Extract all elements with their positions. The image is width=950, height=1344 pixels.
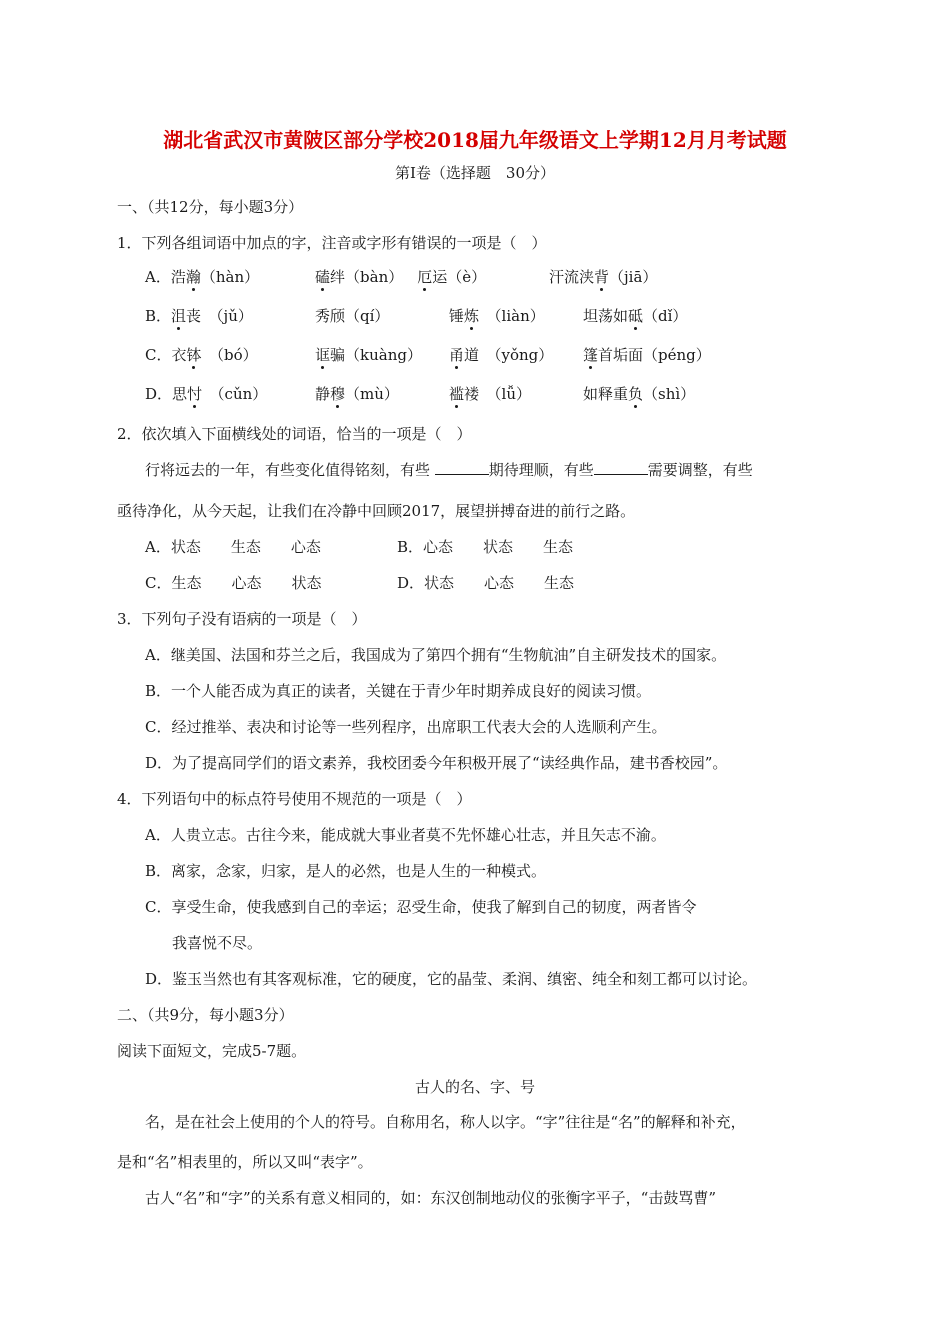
q3-option-d: D．为了提高同学们的语文素养，我校团委今年积极开展了“读经典作品，建书香校园”。 [145, 754, 728, 772]
q2-passage-line-2: 亟待净化，从今天起，让我们在冷静中回顾2017，展望拼搏奋进的前行之路。 [117, 502, 636, 520]
q3-stem: 3．下列句子没有语病的一项是（ ） [117, 610, 367, 628]
blank-1 [435, 460, 489, 475]
q1-option-b: B．沮丧 （jǔ） 秀颀（qí） 锤炼 （liàn） 坦荡如砥（dǐ） [145, 307, 688, 325]
paper-subtitle: 第Ⅰ卷（选择题 30分） [394, 164, 555, 182]
q2-option-b: B．心态 状态 生态 [397, 538, 574, 556]
passage-paragraph-2: 古人“名”和“字”的关系有意义相同的，如：东汉创制地动仪的张衡字平子，“击鼓骂曹” [145, 1189, 717, 1207]
q4-option-a: A．人贵立志。古往今来，能成就大事业者莫不先怀雄心壮志，并且矢志不渝。 [145, 826, 666, 844]
q4-option-c-line-2: 我喜悦不尽。 [172, 934, 263, 952]
section-two-heading: 二、（共9分，每小题3分） [117, 1006, 294, 1024]
q1-option-a: A．浩瀚（hàn） 磕绊（bàn） 厄运（è） 汗流浃背（jiā） [145, 268, 658, 286]
q2-passage-line-1: 行将远去的一年，有些变化值得铭刻，有些 期待理顺，有些 需要调整，有些 [145, 461, 753, 479]
q3-option-b: B．一个人能否成为真正的读者，关键在于青少年时期养成良好的阅读习惯。 [145, 682, 652, 700]
page-title: 湖北省武汉市黄陂区部分学校2018届九年级语文上学期12月月考试题 [163, 128, 787, 152]
q4-option-d: D．鉴玉当然也有其客观标准，它的硬度，它的晶莹、柔润、缜密、纯全和刻工都可以讨论。 [145, 970, 758, 988]
q2-option-a: A．状态 生态 心态 [145, 538, 321, 556]
q3-option-a: A．继美国、法国和芬兰之后，我国成为了第四个拥有“生物航油”自主研发技术的国家。 [145, 646, 727, 664]
q4-option-b: B．离家，念家，归家，是人的必然，也是人生的一种模式。 [145, 862, 547, 880]
q4-option-c-line-1: C．享受生命，使我感到自己的幸运；忍受生命，使我了解到自己的韧度，两者皆令 [145, 898, 697, 916]
passage-paragraph-1-line-2: 是和“名”相表里的，所以又叫“表字”。 [117, 1153, 373, 1171]
q3-option-c: C．经过推举、表决和讨论等一些列程序，出席职工代表大会的人选顺利产生。 [145, 718, 667, 736]
section-two-instruction: 阅读下面短文，完成5-7题。 [117, 1042, 307, 1060]
q4-stem: 4．下列语句中的标点符号使用不规范的一项是（ ） [117, 790, 472, 808]
passage-paragraph-1-line-1: 名，是在社会上使用的个人的符号。自称用名，称人以字。“字”往往是“名”的解释和补充， [145, 1113, 746, 1131]
q2-option-d: D．状态 心态 生态 [397, 574, 575, 592]
q1-stem: 1．下列各组词语中加点的字，注音或字形有错误的一项是（ ） [117, 234, 547, 252]
q2-option-c: C．生态 心态 状态 [145, 574, 322, 592]
section-one-heading: 一、（共12分，每小题3分） [117, 198, 304, 216]
q1-option-c: C．衣钵 （bó） 诓骗（kuàng） 甬道 （yǒng） 篷首垢面（péng） [145, 346, 711, 364]
q2-stem: 2．依次填入下面横线处的词语，恰当的一项是（ ） [117, 425, 472, 443]
q1-option-d: D．思忖 （cǔn） 静穆（mù） 褴褛 （lǚ） 如释重负（shì） [145, 385, 696, 403]
blank-2 [594, 460, 648, 475]
passage-title: 古人的名、字、号 [414, 1078, 535, 1096]
